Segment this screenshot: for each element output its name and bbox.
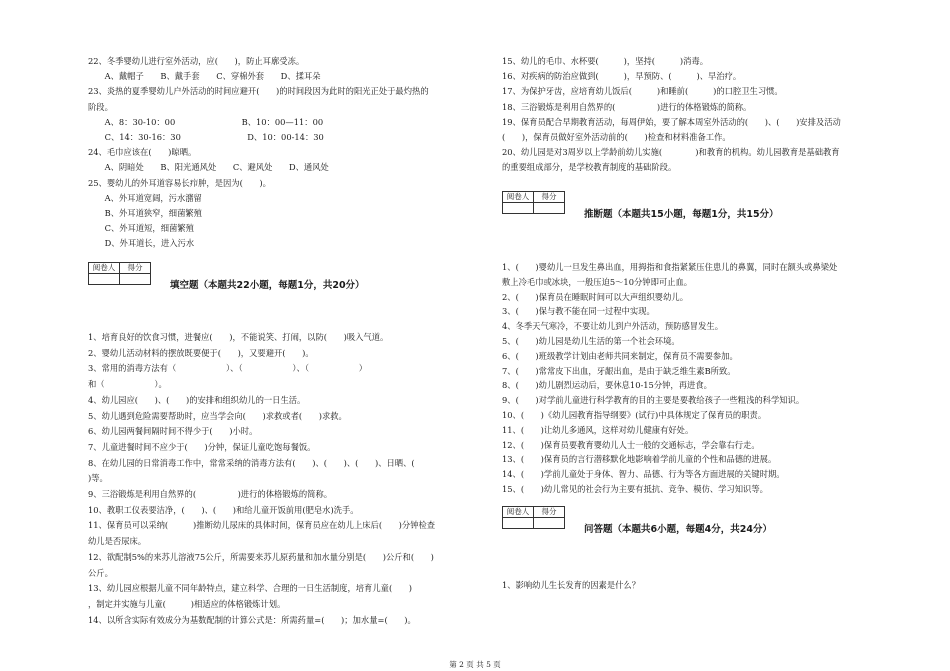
score-cell bbox=[120, 274, 151, 285]
text-line: 18、三浴锻炼是利用自然界的( )进行的体格锻炼的简称。 bbox=[502, 101, 752, 112]
text-line: 6、幼儿园两餐间隔时间不得少于( )小时。 bbox=[88, 426, 258, 437]
text-line: 14、以所含实际有效成分为基数配制的计算公式是：所需药量=( )；加水量=( )。 bbox=[88, 614, 416, 625]
text-line: 12、( )保育员要教育婴幼儿人士一般的交通标志，学会靠右行走。 bbox=[502, 439, 760, 450]
text-line: 1、培育良好的饮食习惯，进餐应( )，不能说笑、打闹，以防( )吸入气道。 bbox=[88, 332, 389, 342]
text-line: 23、炎热的夏季婴幼儿户外活动的时间应避开( )的时间段因为此时的阳光正处于最灼热的 bbox=[88, 86, 429, 97]
reviewer-cell bbox=[503, 203, 534, 214]
text-line: 7、( )常常皮下出血，牙龈出血，是由于缺乏维生素B所致。 bbox=[502, 365, 736, 376]
text-line: 13、幼儿园应根据儿童不同年龄特点，建立科学、合理的一日生活制度，培育儿童( ) bbox=[88, 583, 413, 594]
text-line: 15、( )幼儿常见的社会行为主要有抵抗、竞争、模仿、学习知识等。 bbox=[502, 484, 768, 494]
reviewer-label: 阅卷人 bbox=[503, 507, 534, 518]
text-line: 3、常用的消毒方法有（ ）、（ ）、（ ） bbox=[88, 363, 368, 374]
text-line: 5、幼儿遇到危险需要帮助时，应当学会向( )求救或者( )求救。 bbox=[88, 410, 347, 421]
text-line: 14、( )学前儿童处于身体、智力、品德、行为等各方面进展的关键时期。 bbox=[502, 469, 785, 480]
score-box-qa bbox=[502, 506, 565, 529]
text-line: A、戴帽子 B、戴手套 C、穿棉外套 D、揉耳朵 bbox=[88, 71, 321, 82]
text-line: A、8：30-10：00 B、10：00—11：00 bbox=[88, 116, 324, 127]
text-line: 24、毛巾应该在( )晾晒。 bbox=[88, 147, 197, 158]
score-cell bbox=[534, 203, 565, 214]
text-line: 13、( )保育员的言行潜移默化地影响着学前儿童的个性和品德的进展。 bbox=[502, 454, 777, 465]
text-line: )等。 bbox=[88, 473, 108, 484]
text-line: A、阴暗处 B、阳光通风处 C、避风处 D、通风处 bbox=[88, 162, 329, 173]
text-line: 25、婴幼儿的外耳道容易长疖肿，是因为( )。 bbox=[88, 177, 271, 188]
text-line: 11、( )让幼儿多通风，这样对幼儿健康有好处。 bbox=[502, 424, 694, 435]
text-line: 8、( )幼儿剧烈运动后，要休息10-15分钟，再进食。 bbox=[502, 380, 712, 391]
text-line: 7、儿童进餐时间不应少于( )分钟，保证儿童吃饱每餐饭。 bbox=[88, 441, 316, 452]
score-cell bbox=[534, 518, 565, 529]
reviewer-label: 阅卷人 bbox=[89, 263, 120, 274]
text-line: 和（ ）。 bbox=[88, 379, 167, 390]
section-title-fill-in: 填空题（本题共22小题，每题1分，共20分） bbox=[170, 280, 365, 291]
text-line: 10、( )《幼儿园教育指导纲要》(试行)中具体规定了保育员的职责。 bbox=[502, 410, 767, 420]
text-line: 16、对疾病的防治应做到( )，早预防、( )、早治疗。 bbox=[502, 71, 742, 82]
reviewer-cell bbox=[89, 274, 120, 285]
text-line: 2、婴幼儿活动材料的摆放既要便于( )，又要避开( )。 bbox=[88, 347, 314, 358]
text-line: C、14：30-16：30 D、10：00-14：30 bbox=[88, 132, 324, 142]
text-line: 公斤。 bbox=[88, 567, 113, 578]
text-line: 12、欲配制5%的来苏儿溶液75公斤，所需要来苏儿原药量和加水量分别是( )公斤和( ) bbox=[88, 551, 434, 562]
text-line: B、外耳道狭窄，细菌繁殖 bbox=[88, 208, 202, 218]
score-box-fill bbox=[88, 262, 151, 285]
text-line: 4、冬季天气寒冷，不要让幼儿到户外活动，预防感冒发生。 bbox=[502, 321, 723, 332]
text-line: ( )，保育员做好室外活动前的( )检查和材料准备工作。 bbox=[502, 132, 731, 142]
text-line: A、外耳道宽阔，污水潴留 bbox=[88, 192, 202, 203]
section-title-qa: 问答题（本题共6小题，每题4分，共24分） bbox=[584, 524, 772, 535]
text-line: 1、影响幼儿生长发育的因素是什么？ bbox=[502, 580, 641, 590]
text-line: 2、( )保育员在睡眠时间可以大声组织婴幼儿。 bbox=[502, 291, 688, 302]
text-line: 9、( )对学前儿童进行科学教育的目的主要是要教给孩子一些粗浅的科学知识。 bbox=[502, 395, 805, 406]
score-box-judge bbox=[502, 191, 565, 214]
text-line: 17、为保护牙齿，应培育幼儿饭后( )和睡前( )的口腔卫生习惯。 bbox=[502, 86, 783, 97]
text-line: ，制定并实施与儿童( )相适应的体格锻炼计划。 bbox=[88, 598, 286, 609]
text-line: 22、冬季婴幼儿进行室外活动，应( )，防止耳廓受冻。 bbox=[88, 56, 305, 66]
score-label: 得分 bbox=[120, 263, 151, 274]
reviewer-cell bbox=[503, 518, 534, 529]
text-line: 6、( )班级教学计划由老师共同来制定，保育员不需要参加。 bbox=[502, 350, 738, 361]
text-line: 8、在幼儿园的日常消毒工作中，常常采纳的消毒方法有( )、( )、( )、日晒、( bbox=[88, 457, 432, 468]
text-line: D、外耳道长，进入污水 bbox=[88, 238, 195, 249]
text-line: 3、( )保与教不能在同一过程中实现。 bbox=[502, 306, 655, 317]
text-line: 的重要组成部分，是学校教育制度的基础阶段。 bbox=[502, 162, 677, 173]
text-line: 5、( )幼儿园是幼儿生活的第一个社会环境。 bbox=[502, 336, 680, 346]
text-line: 19、保育员配合早期教育活动，每周伊始，要了解本周室外活动的( )、( )安排及活动 bbox=[502, 116, 841, 127]
reviewer-label: 阅卷人 bbox=[503, 192, 534, 203]
text-line: 11、保育员可以采纳( )推断幼儿尿床的具体时间，保育员应在幼儿上床后( )分钟检查 bbox=[88, 520, 436, 531]
text-line: 4、幼儿园应( )、( )的安排和组织幼儿的一日生活。 bbox=[88, 394, 306, 405]
text-line: 阶段。 bbox=[88, 101, 113, 112]
text-line: 15、幼儿的毛巾、水杯要( )，坚持( )消毒。 bbox=[502, 56, 709, 66]
text-line: 1、( )婴幼儿一旦发生鼻出血，用拇指和食指紧紧压住患儿的鼻翼，同时在额头或鼻梁处 bbox=[502, 262, 838, 272]
page-footer: 第 2 页 共 5 页 bbox=[449, 660, 501, 669]
section-title-judge: 推断题（本题共15小题，每题1分，共15分） bbox=[584, 209, 779, 220]
score-label: 得分 bbox=[534, 192, 565, 203]
text-line: 9、三浴锻炼是利用自然界的( )进行的体格锻炼的简称。 bbox=[88, 489, 333, 499]
text-line: 幼儿是否尿床。 bbox=[88, 536, 147, 547]
text-line: 20、幼儿园是对3周岁以上学龄前幼儿实施( )和教育的机构。幼儿园教育是基础教育 bbox=[502, 147, 840, 158]
score-label: 得分 bbox=[534, 507, 565, 518]
text-line: 敷上冷毛巾或冰块，一般压迫5～10分钟即可止血。 bbox=[502, 276, 693, 287]
text-line: 10、教职工仪表要洁净，( )、( )和给儿童开饭前用(肥皂水)洗手。 bbox=[88, 504, 359, 515]
text-line: C、外耳道短，细菌繁殖 bbox=[88, 223, 194, 234]
